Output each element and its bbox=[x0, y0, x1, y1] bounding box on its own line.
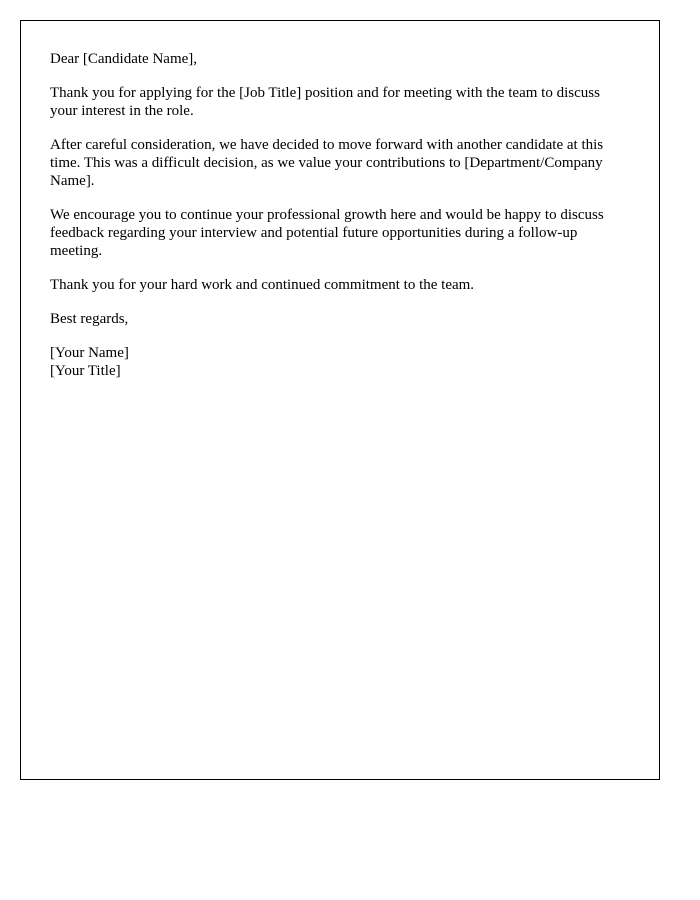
salutation: Dear [Candidate Name], bbox=[50, 51, 198, 67]
closing: Best regards, bbox=[50, 311, 129, 327]
paragraph-1: Thank you for applying for the [Job Title] position and for meeting with the team to discuss your interest in the role. bbox=[50, 85, 600, 119]
paragraph-3: We encourage you to continue your professional growth here and would be happy to discuss feedback regarding your interview and potential future opportunities during a follow-up meeting. bbox=[50, 207, 604, 259]
signature-block bbox=[50, 344, 630, 380]
letter-page bbox=[20, 20, 660, 780]
paragraph-4: Thank you for your hard work and continued commitment to the team. bbox=[50, 277, 475, 293]
paragraph-2: After careful consideration, we have decided to move forward with another candidate at this time. This was a difficult decision, as we value your contributions to [Department/Company Name]. bbox=[50, 137, 604, 189]
signature-title: [Your Title] bbox=[50, 363, 121, 379]
signature-name: [Your Name] bbox=[50, 345, 129, 361]
letter-body bbox=[50, 50, 630, 396]
